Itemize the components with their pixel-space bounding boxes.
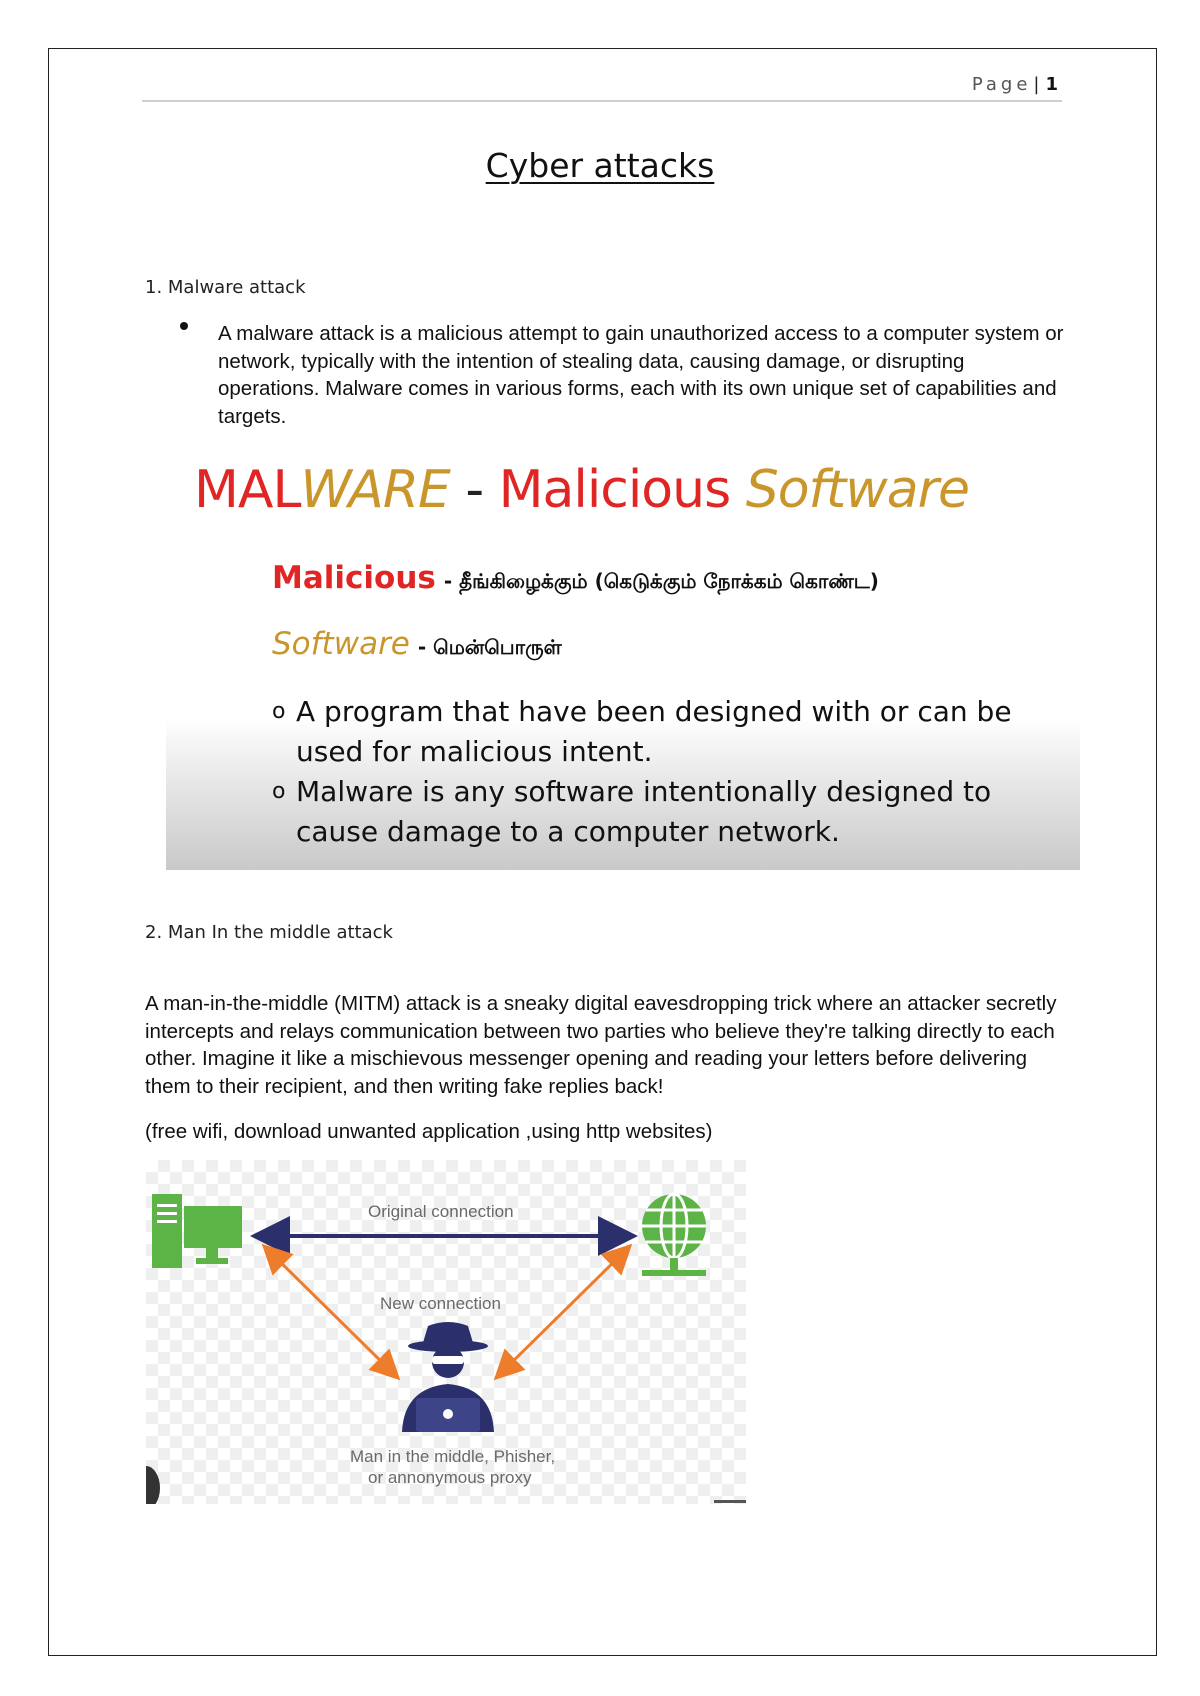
section-heading-mitm: 2. Man In the middle attack <box>145 922 393 943</box>
hacker-icon <box>402 1322 494 1432</box>
mitm-diagram-image <box>146 1160 746 1504</box>
page-number: 1 <box>1045 74 1058 95</box>
new-connection-label: New connection <box>380 1294 501 1313</box>
computer-icon <box>152 1194 242 1268</box>
slide-term-malicious: Malicious - தீங்கிழைக்கும் (கெடுக்கும் நோக்கம் கொண்ட) <box>272 560 879 596</box>
document-title: Cyber attacks <box>485 146 715 185</box>
slide-points <box>272 692 1072 852</box>
page-number-label: Page | 1 <box>971 74 1058 95</box>
mitm-examples-note: (free wifi, download unwanted application ,using http websites) <box>145 1120 713 1143</box>
attacker-label-line2: or annonymous proxy <box>368 1468 532 1487</box>
page-word: Page <box>971 74 1032 95</box>
malware-slide-image <box>166 446 1080 870</box>
slide-term-software: Software - மென்பொருள் <box>272 626 562 662</box>
malware-description: A malware attack is a malicious attempt to gain unauthorized access to a computer system or network, typically with the intention of stealing data, causing damage, or disrupting operations. Malware comes in various forms, each with its own unique set of capabilities and targets. <box>218 322 1064 428</box>
bullet-icon <box>180 322 188 330</box>
page-header <box>142 70 1062 102</box>
section-heading-malware: 1. Malware attack <box>145 277 306 298</box>
original-connection-label: Original connection <box>368 1202 514 1221</box>
slide-point: o Malware is any software intentionally designed to cause damage to a computer network. <box>272 775 992 848</box>
slide-title: MALWARE - Malicious Software <box>194 460 969 520</box>
slide-point: o A program that have been designed with or can be used for malicious intent. <box>272 695 1012 768</box>
globe-icon <box>642 1194 706 1276</box>
mitm-description: A man-in-the-middle (MITM) attack is a sneaky digital eavesdropping trick where an attacker secretly intercepts and relays communication between two parties who believe they're talking directly to each other. Imagine it like a mischievous messenger opening and reading your letters before delivering them to their recipient, and then writing fake replies back! <box>145 992 1057 1098</box>
attacker-label-line1: Man in the middle, Phisher, <box>350 1447 556 1466</box>
